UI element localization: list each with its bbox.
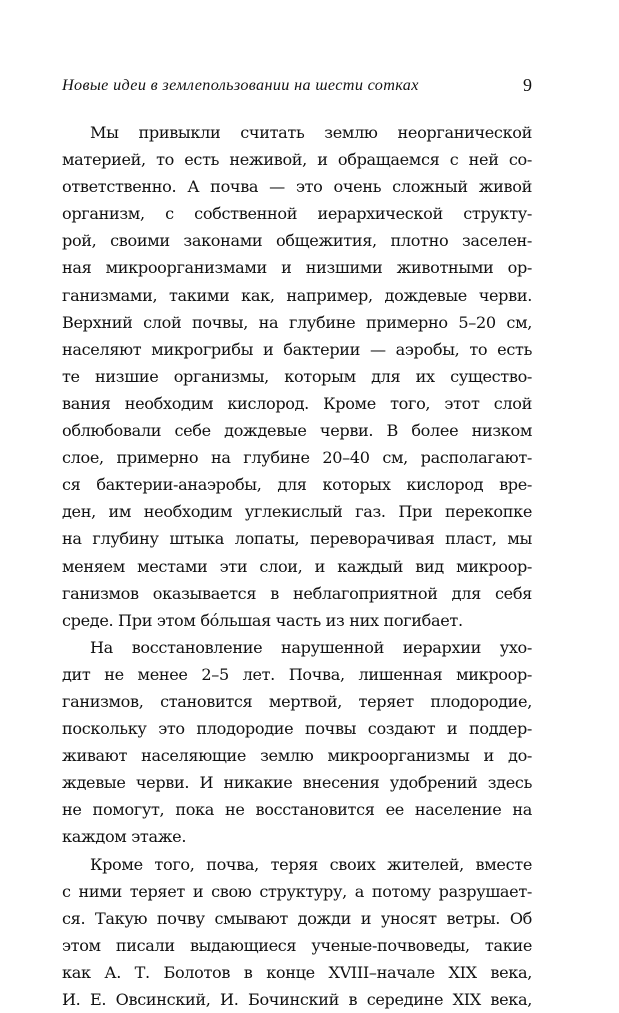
text-line: те низшие организмы, которым для их существо- — [62, 366, 532, 386]
text-line: поскольку это плодородие почвы создают и поддер- — [62, 719, 532, 739]
text-line: населяют микрогрибы и бактерии — аэробы, то есть — [62, 339, 532, 359]
text-line: ганизмов, становится мертвой, теряет плодородие, — [62, 691, 532, 711]
text-line: с ними теряет и свою структуру, а потому разрушает- — [62, 881, 532, 901]
text-line: на глубину штыка лопаты, переворачивая пласт, мы — [62, 529, 532, 549]
text-line: Мы привыкли считать землю неорганической — [90, 123, 532, 142]
text-line: среде. При этом бóльшая часть из них погибает. — [62, 610, 463, 630]
text-line: материей, то есть неживой, и обращаемся с ней со- — [62, 150, 532, 170]
text-line: меняем местами эти слои, и каждый вид микроор- — [62, 556, 532, 576]
text-line: ждевые черви. И никакие внесения удобрений здесь — [62, 773, 532, 793]
text-line: ная микроорганизмами и низшими животными ор- — [62, 258, 532, 278]
page-header — [62, 76, 532, 102]
paragraph-1 — [62, 119, 532, 634]
text-line: Кроме того, почва, теряя своих жителей, вместе — [90, 854, 532, 874]
text-line: как А. Т. Болотов в конце XVIII–начале XIX века, — [62, 962, 532, 982]
text-line: И. Е. Овсинский, И. Бочинский в середине XIX века, — [62, 990, 532, 1009]
text-line: ся бактерии-анаэробы, для которых кислород вре- — [62, 475, 532, 495]
text-line: ответственно. А почва — это очень сложный живой — [62, 177, 532, 197]
text-line: не помогут, пока не восстановится ее население на — [62, 800, 532, 820]
text-line: этом писали выдающиеся ученые-почвоведы, такие — [62, 935, 532, 955]
page-number: 9 — [523, 75, 532, 95]
text-line: Верхний слой почвы, на глубине примерно 5–20 см, — [62, 312, 532, 332]
text-line: ганизмов оказывается в неблагоприятной для себя — [62, 583, 532, 603]
body-text — [62, 119, 532, 1013]
text-line: живают населяющие землю микроорганизмы и до- — [62, 746, 532, 766]
text-line: ся. Такую почву смывают дожди и уносят ветры. Об — [62, 908, 532, 928]
paragraph-2 — [62, 634, 532, 851]
text-line: рой, своими законами общежития, плотно заселен- — [62, 231, 532, 251]
text-line: организм, с собственной иерархической структу- — [62, 204, 532, 224]
text-line: На восстановление нарушенной иерархии ухо- — [90, 637, 532, 657]
running-title: Новые идеи в землепользовании на шести сотках — [62, 76, 419, 94]
text-line: ганизмами, такими как, например, дождевые черви. — [62, 285, 532, 305]
text-line: дит не менее 2–5 лет. Почва, лишенная микроор- — [62, 664, 532, 684]
text-line: каждом этаже. — [62, 827, 187, 847]
paragraph-3 — [62, 851, 532, 1013]
text-line: облюбовали себе дождевые черви. В более низком — [62, 421, 532, 441]
text-line: слое, примерно на глубине 20–40 см, располагают- — [62, 448, 532, 468]
text-line: вания необходим кислород. Кроме того, этот слой — [62, 393, 532, 413]
text-line: ден, им необходим углекислый газ. При перекопке — [62, 502, 532, 522]
